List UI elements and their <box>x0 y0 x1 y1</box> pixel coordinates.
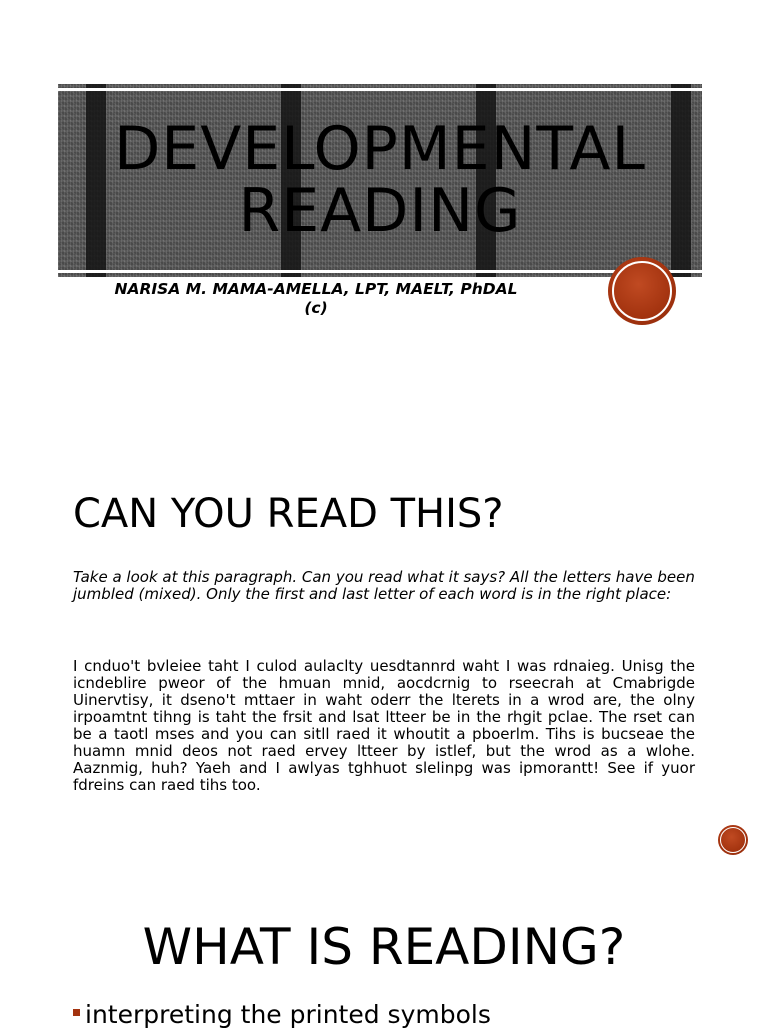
bullet-text: interpreting the printed symbols <box>85 1000 491 1029</box>
slide-title <box>58 114 702 246</box>
author-copyright: (c) <box>304 299 328 317</box>
intro-paragraph: Take a look at this paragraph. Can you read what it says? All the letters have been jumbled (mixed). Only the first and last letter of each word is in the right place: <box>73 568 695 603</box>
bullet-item <box>73 1000 491 1030</box>
square-bullet-icon <box>73 1009 80 1016</box>
title-line-2: READING <box>238 176 522 246</box>
jumbled-text-slide <box>0 470 768 870</box>
banner-top-line <box>58 88 702 91</box>
banner-bottom-line <box>58 270 702 273</box>
orb-ring <box>720 827 746 853</box>
decorative-orb-small <box>718 825 748 855</box>
what-is-reading-slide <box>0 905 768 1029</box>
author-credit <box>72 280 560 318</box>
slide-heading: WHAT IS READING? <box>142 918 626 976</box>
title-slide <box>0 0 768 345</box>
orb-ring <box>612 261 672 321</box>
jumbled-paragraph: I cnduo't bvleiee taht I culod aulaclty uesdtannrd waht I was rdnaieg. Unisg the icndeblire pweor of the hmuan mnid, aocdcrnig to rseecrah at Cmabrigde Uinervtisy, it dseno't mttaer in waht oderr the lterets in a wrod are, the olny irpoamtnt tihng is taht the frsit and lsat ltteer be in the rhgit pclae. The rset can be a taotl mses and you can sitll raed it whoutit a pboerlm. Tihs is bucseae the huamn mnid deos not raed ervey ltteer by istlef, but the wrod as a wlohe. Aaznmig, huh? Yaeh and I awlyas tghhuot slelinpg was ipmorantt! See if yuor fdreins can raed tihs too. <box>73 657 695 794</box>
author-name: NARISA M. MAMA-AMELLA, LPT, MAELT, PhDAL <box>114 280 518 298</box>
decorative-orb-large <box>608 257 676 325</box>
slide-heading: CAN YOU READ THIS? <box>73 491 504 537</box>
title-line-1: DEVELOPMENTAL <box>114 114 646 184</box>
